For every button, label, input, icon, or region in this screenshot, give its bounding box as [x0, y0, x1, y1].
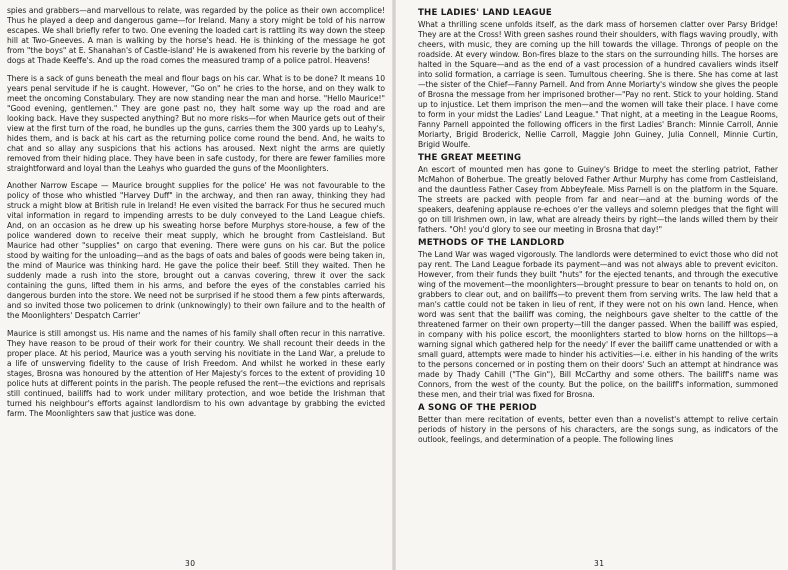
page-number: 30 — [185, 559, 196, 568]
paragraph: Maurice is still amongst us. His name and the names of his family shall often recur in this narrative. They have reason to be proud of their work for their country. We shall recount their deeds in the proper place. At his period, Maurice was a youth serving his novitiate in the Land War, a prelude to a life of unswerving fidelity to the cause of Irish Freedom. And whilst he worked in these early stages, Brosna was honoured by the attention of Her Majesty's forces to the extent of providing 10 police huts at different points in the parish. The people refused the rent—the evictions and reprisals still continued, bailiffs had to work under military protection, and woe betide the Irishman that turned his neighbour's efforts against landlordism to his own advantage by grabbing the evicted farm. The Moonlighters saw that justice was done. — [7, 328, 385, 418]
section-heading: THE LADIES' LAND LEAGUE — [418, 8, 553, 18]
paragraph: Another Narrow Escape — Maurice brought supplies for the police' He was not favourable to the policy of those who whistled "Harvey Duff" in the archway, and then ran away, thinking they had struck a might blow at British rule in Ireland! He even visited the barrack For thus he secured much vital information in regard to impending arrests to be duly conveyed to the Land League chiefs. And, on an occasion as he drew up his sweating horse before Murphys store-house, a few of the police wandered down to receive their meat supply, which he brought from Castleisland. But Maurice had other "supplies" on cargo that evening. There were guns on his car. But the police stood by waiting for the unloading—and as the bags of oats and bales of goods were being taken in, the mind of Maurice was thinking hard. He gave the police their beef. Still they waited. Then he suddenly made a rush into the store, brought out a canvas covering, threw it over the sack containing the guns, lifted them in his arms, and before the eyes of the constables carried his dangerous burden into the store. We need not be surprised if he stood them a few pints afterwards, and so invited those two policemen to drink (unknowingly) to their own failure and to the health of the Moonlighters' Despatch Carrier' — [7, 181, 385, 321]
paragraph: There is a sack of guns beneath the meal and flour bags on his car. What is to be done? It means 10 years penal servitude if he is caught. However, "Go on" he cries to the horse, and on they walk to meet the oncoming Constabulary. They are now standing near the man and horse. "Hello Maurice!" "Good evening, gentlemen." They are gone past no, they halt some way up the road and are looking back. Have they suspected anything? But no more risks—for when Maurice gets out of their view at the first turn of the road, he bundles up the guns, carries them the 300 yards up to Leahy's, hides them, and is back at his cart as the returning police come round the bend. And, he waits to chat and so allay any suspicions that his actions has aroused. Next night the arms are quietly removed from their hiding place. They have been in safe custody, for there are fewer families more straightforward and loyal than the Leahys who guarded the guns of the Moonlighters. — [7, 73, 385, 173]
paragraph: The Land War was waged vigorously. The landlords were determined to evict those who did not pay rent. The Land League forbade its payment—and was not always able to prevent eviciton. However, from their funds they built "huts" for the ejected tenants, and through the executive wing of the movement—the moonlighters—brought pressure to bear on tenants to hold on, on grabbers to clear out, and on bailiffs—to prevent them from serving writs. The law held that a man's cattle could not be taken in lieu of rent, if they were not on his own land. Hence, when word was sent that the bailiff was coming, the neighbours gave shelter to the cattle of the threatened farmer on their own property—till the danger passed. When the bailiff was espied, in company with his police escort, the moonlighters started to blow horns on the hilltops—a warning signal which gathered help for the needy' If ever the bailiff came unattended or with a small guard, attempts were made to hinder his activities—i.e. either in his handing of the writs to the persons concerned or in posting them on their doors' Such an attempt at hindrance was made by Thady Cahill ("The Gin"), Bill McCarthy and some others. The bailiff's name was Connors, from the west of the county. But the police, on the bailiff's information, summoned these men, and their trial was fixed for Brosna. — [418, 250, 778, 399]
section-heading: A SONG OF THE PERIOD — [418, 403, 537, 413]
right-page-text — [418, 6, 778, 447]
paragraph: An escort of mounted men has gone to Guiney's Bridge to meet the sterling patriot, Father McMahon of Boherbue. The greatly beloved Father Arthur Murphy has come from Castleisland, and the dauntless Father Casey from Abbeyfeale. Miss Parnell is on the platform in the Square. The streets are packed with people from far and near—and at the burning words of the speakers, deafening applause re-echoes o'er the valleys and solemn pledges that the fight will go on till Irishmen own, in law, what are already theirs by right—the lands willed them by their fathers. "Oh! you'd glory to see our meeting in Brosna that day!" — [418, 165, 778, 234]
left-page-text — [7, 6, 385, 426]
left-page — [0, 0, 392, 570]
section-heading: THE GREAT MEETING — [418, 153, 522, 163]
paragraph: spies and grabbers—and marvellous to relate, was regarded by the police as their own accomplice! Thus he played a deep and dangerous game—for Ireland. Many a story might be told of his narrow escapes. We shall briefly refer to two. One evening the loaded cart is rattling its way down the steep hill at Two-Gneeves. A man is walking by the horse's head. He is thinking of the message he got from "the boys" at E. Shanahan's of Castle-island' He is awakened from his reverie by the barking of dogs at Thade Keeffe's. And up the road comes the measured tramp of a police patrol. Heavens! — [7, 6, 385, 65]
paragraph: What a thrilling scene unfolds itself, as the dark mass of horsemen clatter over Parsy Bridge! They are at the Cross! With green sashes round their shoulders, with flags waving proudly, with cheers, with music, they are coming up the hill towards the village. Throngs of people on the roadside. At every window. Bon-fires blaze to the stars on the surrounding hills. The horses are halted in the Square—and as the end of a vast procession of a hundred cavaliers winds itself into solid formation, a carriage is seen. Tumultous cheering. She is there. She has come at last—the sister of the Chief—Fanny Parnell. And from Anne Moriarty's window she gives the people of Brosna the message from her imprisoned brother—"Pay no rent. Stick to your holding. Stand up to injustice. Let them imprison the men—and the women will take their place. I have come to form in your midst the Ladies' Land League." That night, at a meeting in the League Rooms, Fanny Parnell appointed the following officers in the first Ladies' Branch: Minnie Carroll, Annie Moriarty, Brigid Broderick, Nellie Carroll, Maggie John Guiney, Julia Connell, Minnie Curtin, Brigid Woulfe. — [418, 20, 778, 149]
paragraph: Better than mere recitation of events, better even than a novelist's attempt to relive certain periods of history in the persons of his characters, are the songs sung, as indicators of the outlook, feelings, and determination of a people. The following lines — [418, 415, 778, 444]
right-page — [396, 0, 788, 570]
section-heading: METHODS OF THE LANDLORD — [418, 238, 565, 248]
page-number: 31 — [594, 559, 605, 568]
